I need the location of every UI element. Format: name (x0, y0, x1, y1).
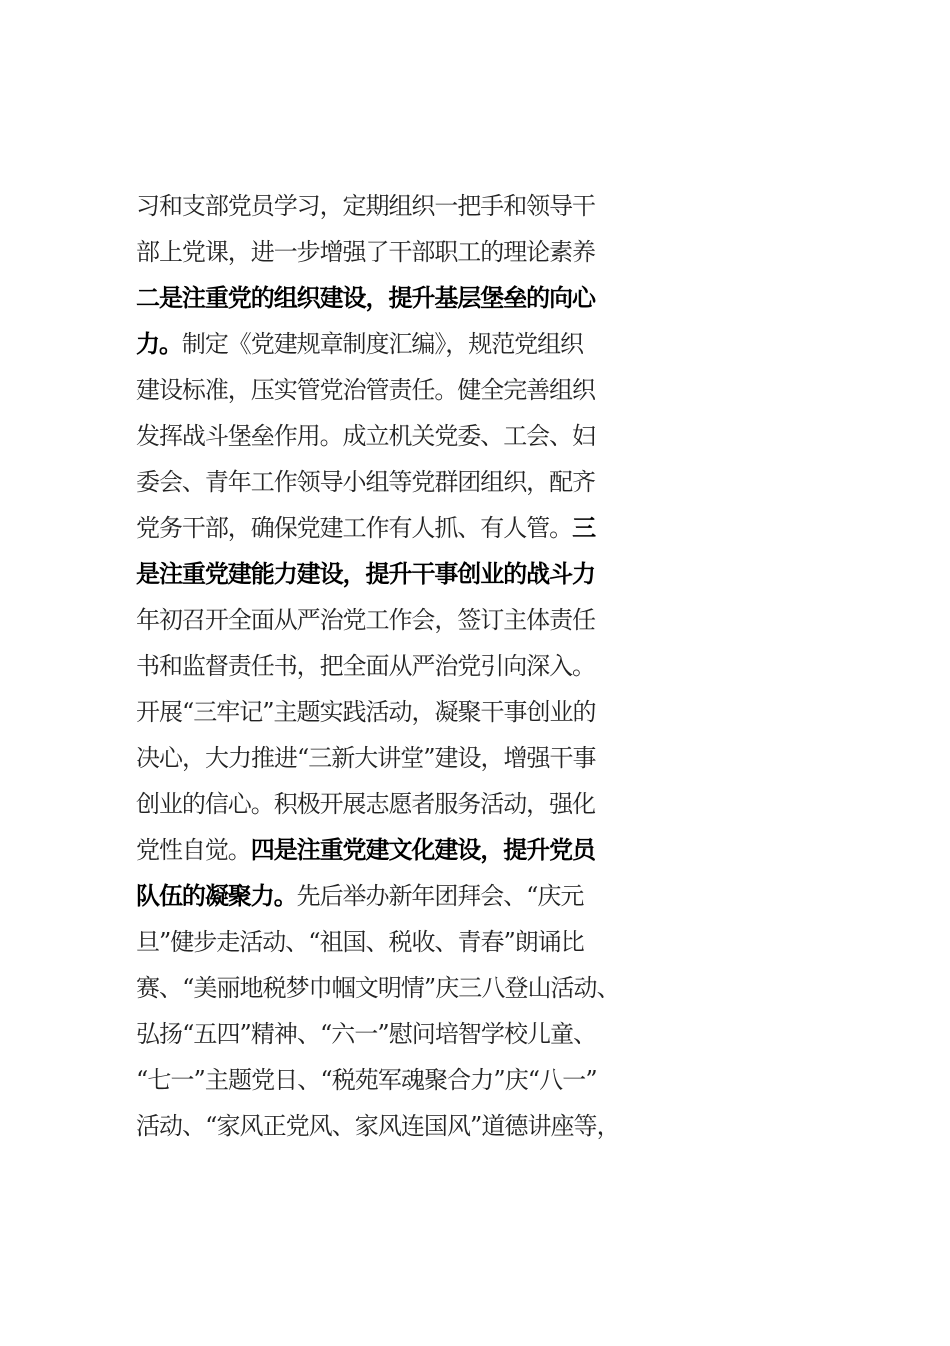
text-run: 开展“三牢记”主题实践活动，凝聚干事创业的 (136, 698, 596, 726)
bold-text-run: 力。 (136, 330, 182, 358)
text-line (136, 1011, 836, 1057)
text-run: 党性自觉。 (136, 836, 251, 864)
bold-text-run: 二是注重党的组织建设，提升基层堡垒的向心 (136, 284, 595, 312)
text-run: 部上党课，进一步增强了干部职工的理论素养 (136, 238, 595, 266)
text-line (136, 597, 836, 643)
text-line (136, 919, 836, 965)
text-run: 党务干部，确保党建工作有人抓、有人管。 (136, 514, 573, 542)
text-run: 发挥战斗堡垒作用。成立机关党委、工会、妇 (136, 422, 595, 450)
bold-text-run: 是注重党建能力建设，提升干事创业的战斗力 (136, 560, 595, 588)
text-run: 制定《党建规章制度汇编》，规范党组织 (181, 330, 584, 358)
text-line (136, 827, 836, 873)
text-line (136, 229, 836, 275)
text-run: 习和支部党员学习，定期组织一把手和领导干 (136, 192, 595, 220)
text-line (136, 1057, 836, 1103)
text-run: 弘扬“五四”精神、“六一”慰问培智学校儿童、 (136, 1020, 597, 1048)
text-line (136, 1103, 836, 1149)
text-line (136, 873, 836, 919)
text-line (136, 275, 836, 321)
text-run: 年初召开全面从严治党工作会，签订主体责任 (136, 606, 595, 634)
text-run: 创业的信心。积极开展志愿者服务活动，强化 (136, 790, 595, 818)
text-line (136, 689, 836, 735)
text-line (136, 965, 836, 1011)
text-run: “七一”主题党日、“税苑军魂聚合力”庆“八一” (136, 1066, 597, 1094)
text-line (136, 367, 836, 413)
text-run: 活动、“家风正党风、家风连国风”道德讲座等， (136, 1112, 620, 1140)
text-line (136, 413, 836, 459)
bold-text-run: 三 (572, 514, 596, 542)
text-run: 旦”健步走活动、“祖国、税收、青春”朗诵比 (136, 928, 584, 956)
text-line (136, 781, 836, 827)
bold-text-run: 队伍的凝聚力。 (136, 882, 297, 910)
text-line (136, 459, 836, 505)
text-line (136, 735, 836, 781)
text-run: 书和监督责任书，把全面从严治党引向深入。 (136, 652, 595, 680)
text-line (136, 505, 836, 551)
text-line (136, 551, 836, 597)
bold-text-run: 四是注重党建文化建设，提升党员 (250, 836, 595, 864)
body-paragraph (136, 183, 836, 1149)
text-line (136, 183, 836, 229)
text-run: 建设标准，压实管党治管责任。健全完善组织 (136, 376, 595, 404)
text-run: 决心，大力推进“三新大讲堂”建设，增强干事 (136, 744, 596, 772)
text-line (136, 321, 836, 367)
text-run: 先后举办新年团拜会、“庆元 (296, 882, 584, 910)
text-run: 赛、“美丽地税梦巾帼文明情”庆三八登山活动、 (136, 974, 620, 1002)
text-line (136, 643, 836, 689)
text-run: 委会、青年工作领导小组等党群团组织，配齐 (136, 468, 595, 496)
